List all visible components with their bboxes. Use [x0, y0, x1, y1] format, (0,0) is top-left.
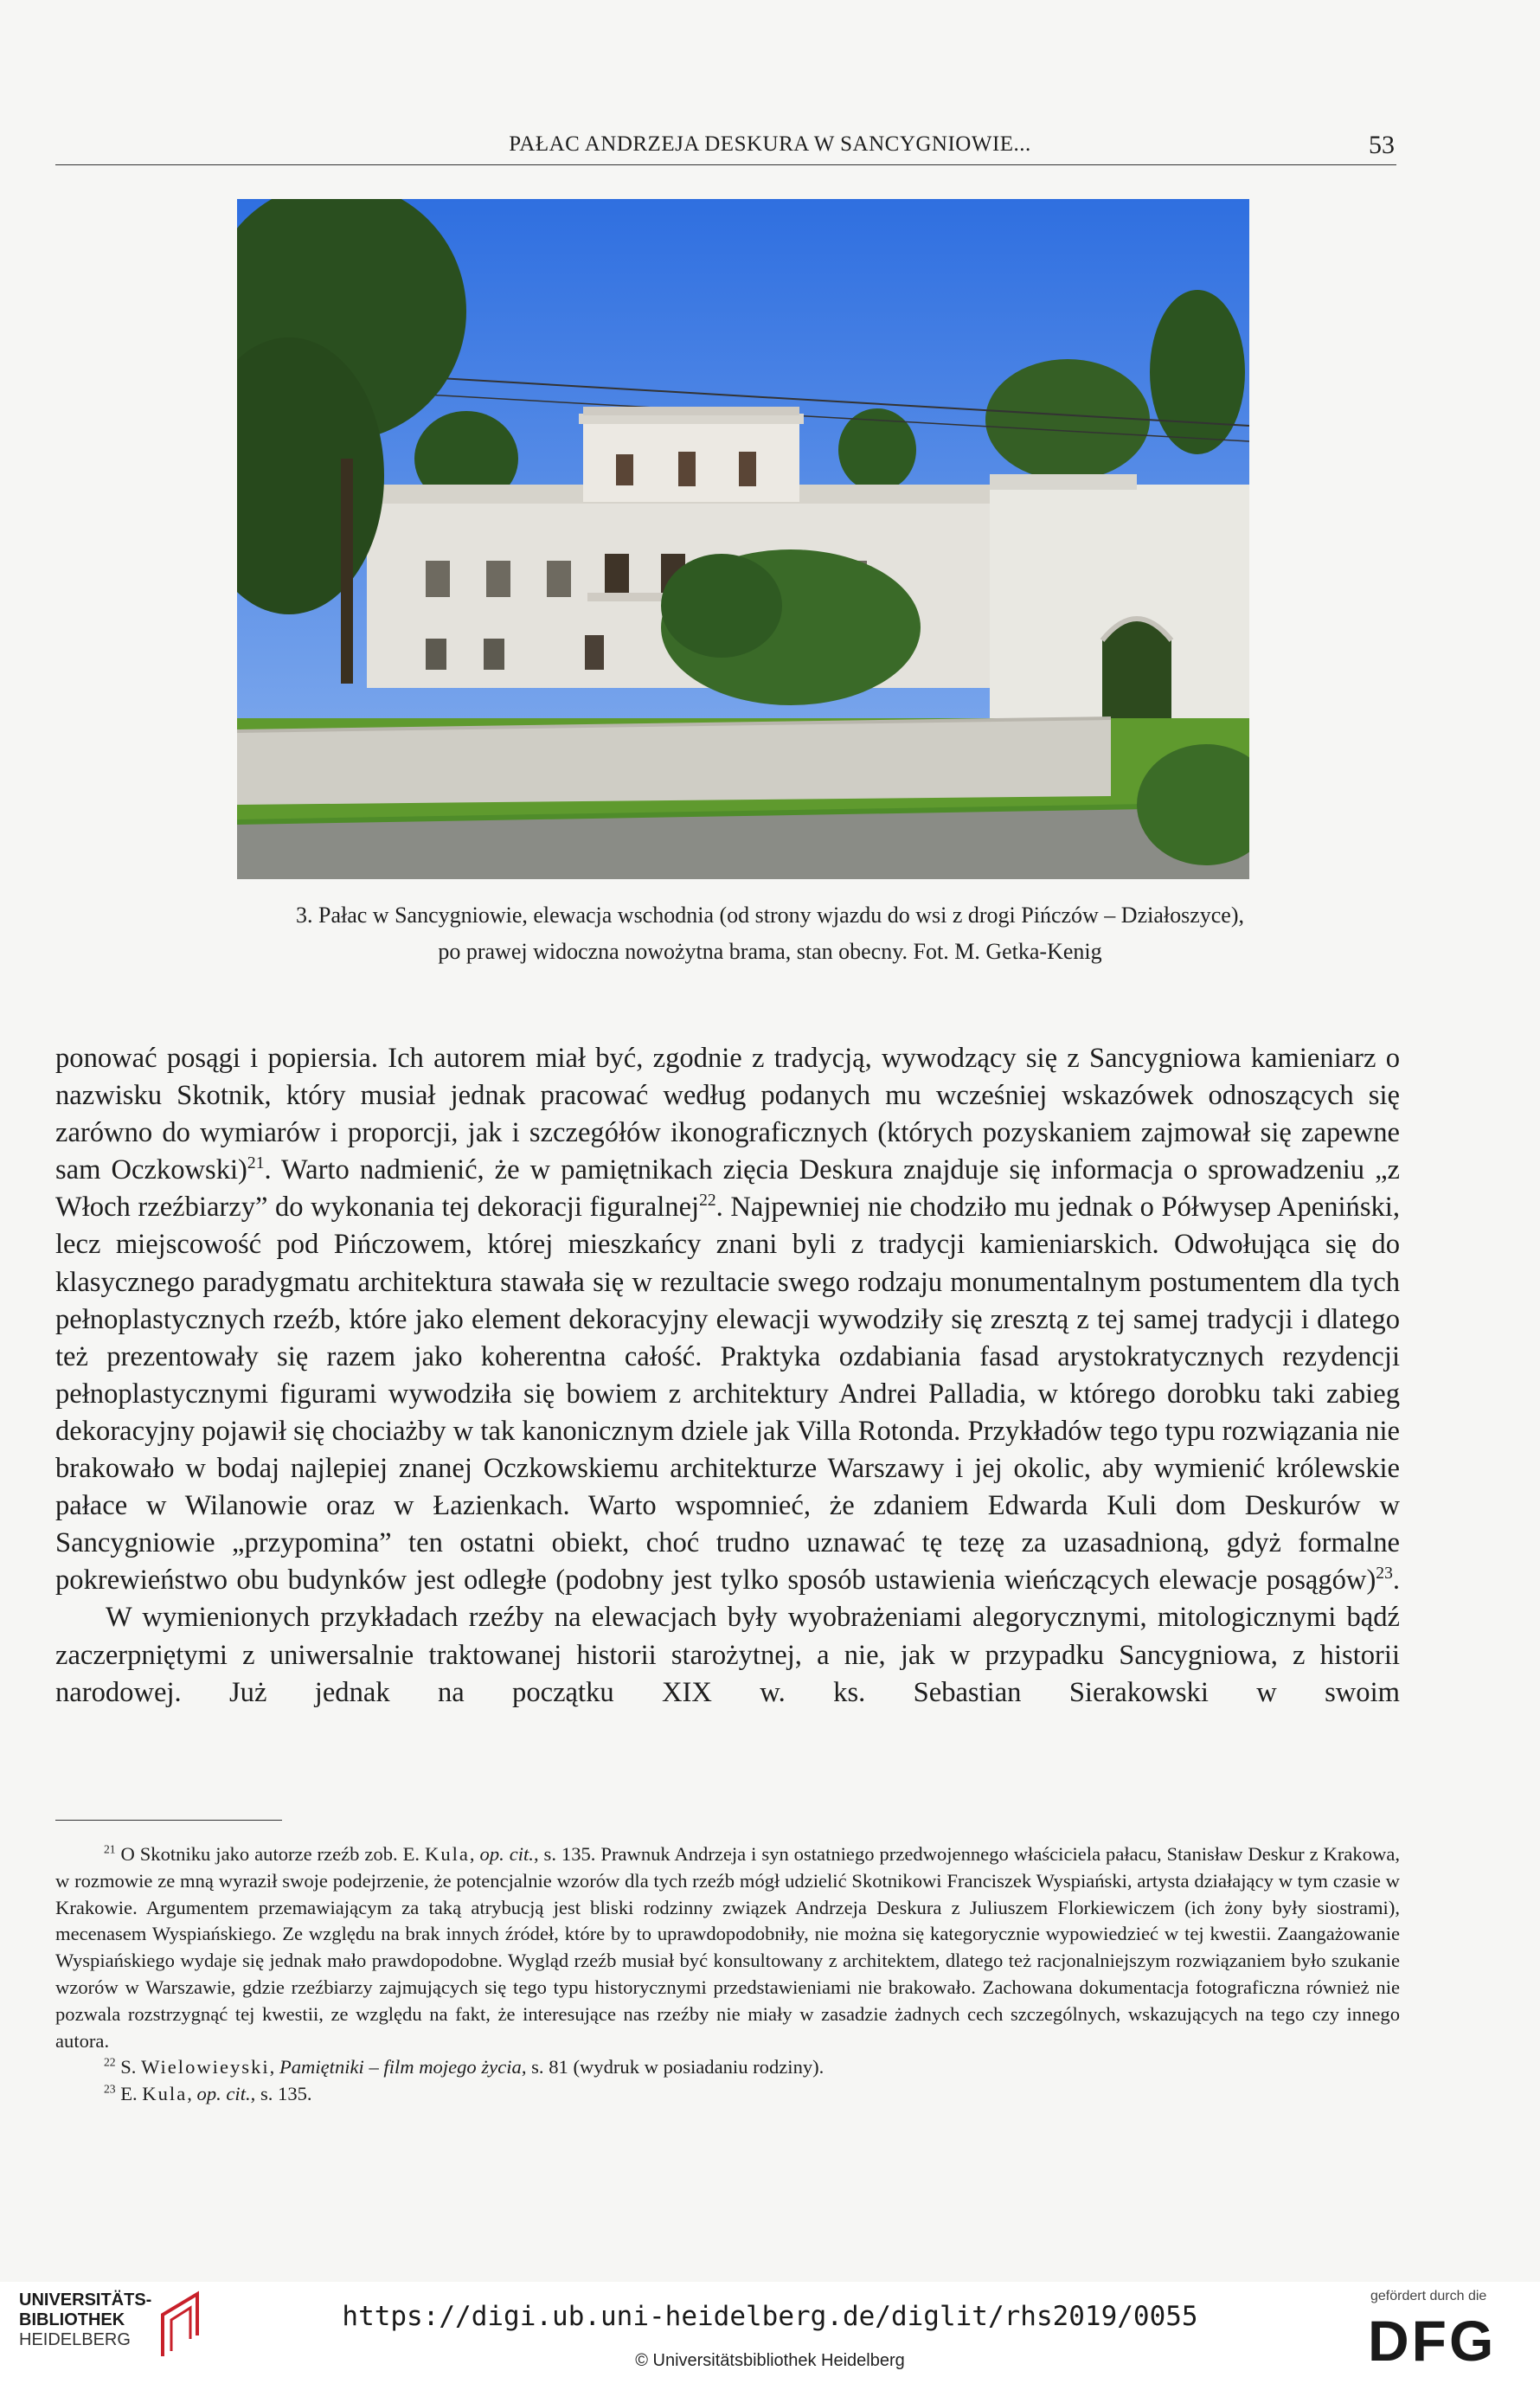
footnote-number: 23 — [104, 2082, 116, 2096]
running-title: PAŁAC ANDRZEJA DESKURA W SANCYGNIOWIE... — [509, 132, 1031, 156]
text-run: , s. 135. Prawnuk Andrzeja i syn ostatniego przedwojennego właściciela pałacu, Stanisław Deskur z Krakowa, w rozmowie ze mną wyraził swoje podejrzenie, że potencjalnie wzorów dla tych rzeźb mógł udzielić Skotnikowi Franciszek Wyspiański, artysta działający w tym czasie w Krakowie. Argumentem przemawiającym za taką atrybucją jest bliski rodzinny związek Andrzeja Deskura z Juliuszem Florkiewiczem (ich żony były siostrami), mecenasem Wyspiańskiego. Ze względu na brak innych źródeł, które by to uprawdopodobniły, nie można się kategorycznie wypowiedzieć w tej kwestii. Zaangażowanie Wyspiańskiego wydaje się jednak mało prawdopodobne. Wygląd rzeźb musiał być konsultowany z architektem, dlatego też racjonalniejszym rozwiązaniem było szukanie wzorów w Warszawie, gdzie rzeźbiarzy zajmujących się tego typu historycznymi przedstawieniami nie brakowało. Zachowana dokumentacja fotograficzna również nie pozwala rozstrzygnąć tej kwestii, ze względu na fakt, że interesujące nas rzeźby nie miały w zasadzie żadnych cech szczególnych, wskazujących na tego czy innego autora. — [55, 1843, 1401, 2052]
caption-line: po prawej widoczna nowożytna brama, stan obecny. Fot. M. Getka-Kenig — [438, 939, 1102, 964]
footnote-23 — [55, 2081, 1400, 2108]
text-run: , s. 135. — [250, 2083, 312, 2105]
logo-text: HEIDELBERG — [19, 2330, 131, 2349]
citation: op. cit. — [479, 1843, 534, 1865]
dfg-logo[interactable]: DFG — [1368, 2309, 1497, 2373]
permalink-url[interactable]: https://digi.ub.uni-heidelberg.de/diglit/rhs2019/0055 — [342, 2301, 1198, 2332]
text-run: O Skotniku jako autorze rzeźb zob. E. — [115, 1843, 425, 1865]
footnote-number: 22 — [104, 2055, 116, 2069]
text-run: . Najpewniej nie chodziło mu jednak o Półwysep Apeniński, lecz miejscowość pod Pińczowem, której mieszkańcy znani byli z tradycji kamieniarskich. Odwołująca się do klasycznego paradygmatu architektura stawała się w rezultacie swego rodzaju monumentalnym postumentem dla tych pełnoplastycznych rzeźb, które jako element dekoracyjny elewacji wywodziły się zresztą z tej samej tradycji i dlatego też prezentowały się razem jako koherentna całość. Praktyka ozdabiania fasad arystokratycznych rezydencji pełnoplastycznymi figurami wywodziła się bowiem z architektury Andrei Palladia, w którego dorobku taki zabieg dekoracyjny pojawił się chociażby w tak kanonicznym dziele jak Villa Rotonda. Przykładów tego typu rozwiązania nie brakowało w bodaj najlepiej znanej Oczkowskiemu architekturze Warszawy i jej okolic, aby wymienić królewskie pałace w Wilanowie oraz w Łazienkach. Warto wspomnieć, że zdaniem Edwarda Kuli dom Deskurów w Sancygniowie „przypomina” ten ostatni obiekt, choć trudno uznawać tę tezę za uzasadnioną, gdyż formalne pokrewieństwo obu budynków jest odległe (podobny jest tylko sposób ustawienia wieńczących elewacje posągów) — [55, 1192, 1400, 1597]
header-rule — [55, 164, 1396, 165]
citation: op. cit. — [196, 2083, 251, 2105]
page-number: 53 — [1369, 131, 1395, 159]
text-run: , — [469, 1843, 480, 1865]
body-text — [55, 1040, 1400, 1712]
copyright-notice: © Universitätsbibliothek Heidelberg — [635, 2351, 905, 2370]
author-name: Kula — [142, 2083, 188, 2105]
dfg-funding-note: gefördert durch die — [1370, 2289, 1487, 2303]
text-run: , — [187, 2083, 197, 2105]
logo-text: BIBLIOTHEK — [19, 2310, 125, 2329]
figure-caption — [130, 897, 1410, 970]
footnote-ref-21: 21 — [247, 1154, 265, 1173]
footnote-number: 21 — [104, 1842, 116, 1856]
text-run: . — [1392, 1564, 1400, 1597]
author-name: Wielowieyski — [141, 2056, 270, 2078]
palace-photograph — [237, 199, 1249, 879]
text-run: . Warto nadmienić, że w pamiętnikach zięcia Deskura znajduje się informacja o sprowadzeniu „z Włoch rzeźbiarzy” do wykonania tej dekoracji figuralnej — [55, 1154, 1401, 1224]
palace-photo-illustration — [237, 199, 1249, 879]
footnote-rule — [55, 1820, 282, 1821]
footnote-21 — [55, 1841, 1400, 2054]
text-run: E. — [115, 2083, 143, 2105]
footnote-22 — [55, 2054, 1400, 2081]
digitization-footer — [0, 2282, 1540, 2390]
text-run: ponować posągi i popiersia. Ich autorem miał być, zgodnie z tradycją, wywodzący się z Sancygniowa kamieniarz o nazwisku Skotnik, który musiał jednak pracować według podanych mu wcześniej wskazówek odnoszących się zarówno do wymiarów i proporcji, jak i szczegółów ikonograficznych (których pozyskaniem zajmował się zapewne sam Oczkowski) — [55, 1043, 1400, 1186]
paragraph: W wymienionych przykładach rzeźby na elewacjach były wyobrażeniami alegorycznymi, mitologicznymi bądź zaczerpniętymi z uniwersalnie traktowanej historii starożytnej, a nie, jak w przypadku Sancygniowa, z historii narodowej. Już jednak na początku XIX w. ks. Sebastian Sierakowski w swoim — [55, 1602, 1400, 1708]
text-run: S. — [115, 2056, 142, 2078]
caption-line: 3. Pałac w Sancygniowie, elewacja wschodnia (od strony wjazdu do wsi z drogi Pińczów – Działoszyce), — [295, 903, 1245, 928]
book-title: Pamiętniki – film mojego życia — [279, 2056, 522, 2078]
text-run: , s. 81 (wydruk w posiadaniu rodziny). — [521, 2056, 825, 2078]
paragraph — [55, 1040, 1400, 1599]
footnote-ref-22: 22 — [699, 1192, 716, 1211]
logo-text: UNIVERSITÄTS- — [19, 2290, 152, 2310]
footnotes — [55, 1841, 1400, 2108]
text-run: , — [269, 2056, 279, 2078]
footnote-ref-23: 23 — [1376, 1564, 1393, 1584]
author-name: Kula — [425, 1843, 470, 1865]
